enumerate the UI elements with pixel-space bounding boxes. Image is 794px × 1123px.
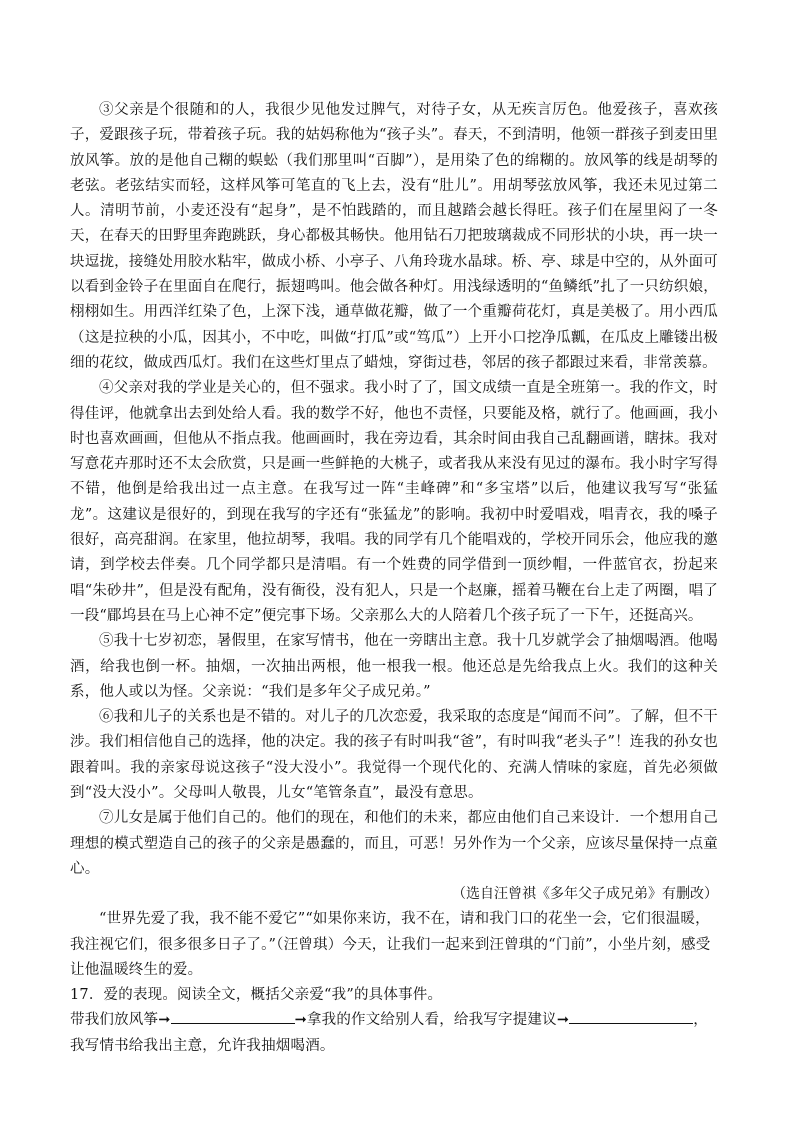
paragraph-6: ⑥我和儿子的关系也是不错的。对儿子的几次恋爱，我采取的态度是“闻而不问”。了解，但不干涉。我们相信他自己的选择，他的决定。我的孩子有时叫我“爸”，有时叫我“老头子”！连我的孙女也跟着叫。我的亲家母说这孩子“没大没小”。我觉得一个现代化的、充满人情味的家庭，首先必须做到“没大没小”。父母叫人敬畏，儿女“笔管条直”，最没有意思。 xyxy=(70,709,718,802)
intro-text: “世界先爱了我，我不能不爱它”“如果你来访，我不在，请和我门口的花坐一会，它们很温暖，我注视它们，很多很多日子了。”（汪曾琪）今天，让我们一起来到汪曾琪的“门前”，小坐片刻，感受让他温暖终生的爱。 xyxy=(70,911,711,978)
paragraph-7: ⑦儿女是属于他们自己的。他们的现在，和他们的未来，都应由他们自己来设计．一个想用自己理想的模式塑造自己的孩子的父亲是愚蠢的，而且，可恶！另外作为一个父亲，应该尽量保持一点童心。 xyxy=(70,810,718,877)
arrow-icon: ➞ xyxy=(158,1012,171,1029)
answer-part-2: 拿我的作文给别人看，给我写字提建议 xyxy=(306,1012,557,1029)
arrow-icon: ➞ xyxy=(294,1012,307,1029)
paragraph-5: ⑤我十七岁初恋，暑假里，在家写情书，他在一旁瞎出主意。我十几岁就学会了抽烟喝酒。他喝酒，给我也倒一杯。抽烟，一次抽出两根，他一根我一根。他还总是先给我点上火。我们的这种关系，他人或以为怪。父亲说：“我们是多年父子成兄弟。” xyxy=(70,633,718,700)
arrow-icon: ➞ xyxy=(556,1012,570,1029)
answer-part-1: 带我们放风筝 xyxy=(70,1012,159,1029)
answer-blank-2[interactable] xyxy=(569,1009,693,1024)
paragraph-4: ④父亲对我的学业是关心的，但不强求。我小时了了，国文成绩一直是全班第一。我的作文，时得佳评，他就拿出去到处给人看。我的数学不好，他也不责怪，只要能及格，就行了。他画画，我小时也喜欢画画，但他从不指点我。他画画时，我在旁边看，其余时间由我自己乱翻画谱，瞎抹。我对写意花卉那时还不太会欣赏，只是画一些鲜艳的大桃子，或者我从来没有见过的瀑布。我小时字写得不错，他倒是给我出过一点主意。在我写过一阵“圭峰碑”和“多宝塔”以后，他建议我写写“张猛龙”。这建议是很好的，到现在我写的字还有“张猛龙”的影响。我初中时爱唱戏，唱青衣，我的嗓子很好，高亮甜润。在家里，他拉胡琴，我唱。我的同学有几个能唱戏的，学校开同乐会，他应我的邀请，到学校去伴奏。几个同学都只是清唱。有一个姓费的同学借到一顶纱帽，一件蓝官衣，扮起来唱“朱砂井”，但是没有配角，没有衙役，没有犯人，只是一个赵廉，摇着马鞭在台上走了两圈，唱了一段“郿坞县在马上心神不定”便完事下场。父亲那么大的人陪着几个孩子玩了一下午，还挺高兴。 xyxy=(70,380,718,624)
paragraph-3: ③父亲是个很随和的人，我很少见他发过脾气，对待子女，从无疾言厉色。他爱孩子，喜欢孩子，爱跟孩子玩，带着孩子玩。我的姑妈称他为“孩子头”。春天，不到清明，他领一群孩子到麦田里放风筝。放的是他自己糊的蜈蚣（我们那里叫“百脚”），是用染了色的绵糊的。放风筝的线是胡琴的老弦。老弦结实而轻，这样风筝可笔直的飞上去，没有“肚儿”。用胡琴弦放风筝，我还未见过第二人。清明节前，小麦还没有“起身”，是不怕践踏的，而且越踏会越长得旺。孩子们在屋里闷了一冬天，在春天的田野里奔跑跳跃，身心都极其畅快。他用钻石刀把玻璃裁成不同形状的小块，再一块一块逗拢，接缝处用胶水粘牢，做成小桥、小亭子、八角玲珑水晶球。桥、亭、球是中空的，从外面可以看到金铃子在里面自在爬行，振翅鸣叫。他会做各种灯。用浅绿透明的“鱼鳞纸”扎了一只纺织娘，栩栩如生。用西洋红染了色，上深下浅，通草做花瓣，做了一个重瓣荷花灯，真是美极了。用小西瓜（这是拉秧的小瓜，因其小，不中吃，叫做“打瓜”或“笃瓜”）上开小口挖净瓜瓤，在瓜皮上雕镂出极细的花纹，做成西瓜灯。我们在这些灯里点了蜡烛，穿街过巷，邻居的孩子都跟过来看，非常羡慕。 xyxy=(70,102,718,371)
question-answer-line xyxy=(70,1008,718,1059)
answer-part-3: ，我写情书给我出主意，允许我抽烟喝酒。 xyxy=(70,1012,708,1054)
source-citation: （选自汪曾祺《多年父子成兄弟》有删改） xyxy=(452,886,718,903)
answer-blank-1[interactable] xyxy=(171,1009,295,1024)
question-stem: 17．爱的表现。阅读全文，概括父亲爱“我”的具体事件。 xyxy=(70,987,443,1004)
document-page xyxy=(70,98,718,1059)
